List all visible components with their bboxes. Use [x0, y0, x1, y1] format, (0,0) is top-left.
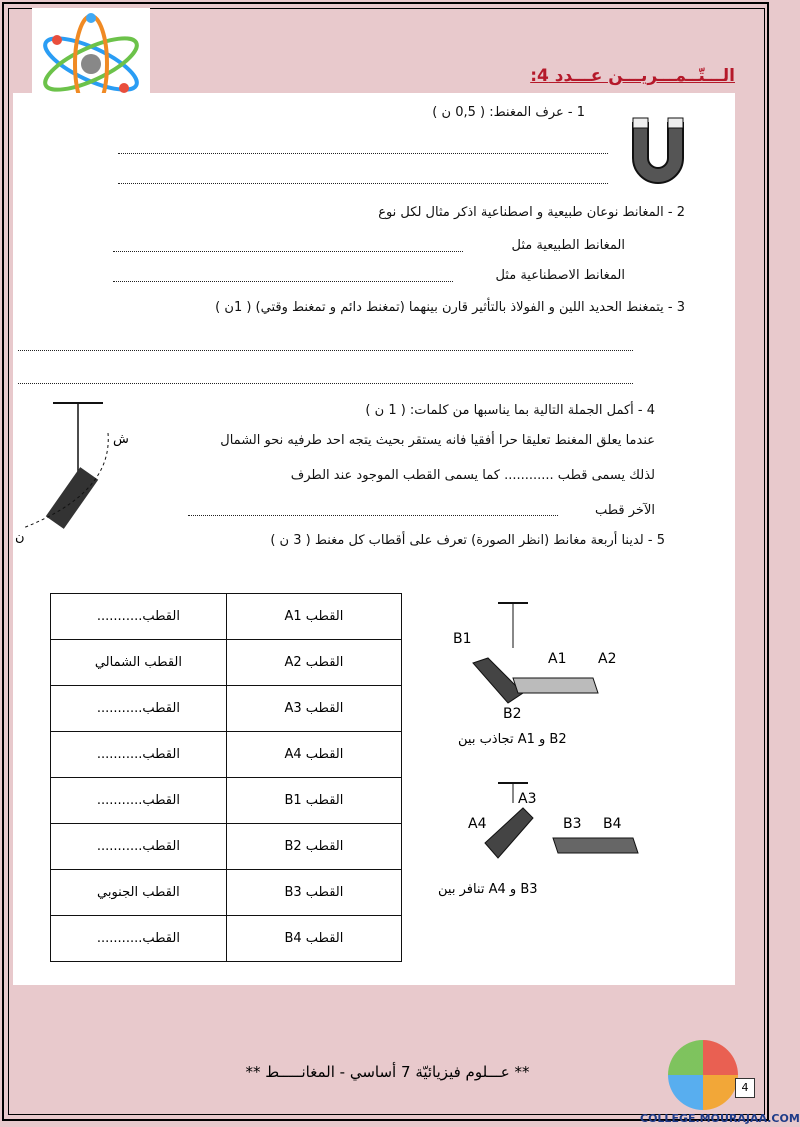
pole-cell: القطب B3: [226, 870, 401, 916]
question-3: 3 - يتمغنط الحديد اللين و الفولاذ بالتأثير قارن بينهما (تمغنط دائم و تمغنط وقتي) ( 1ن ): [215, 300, 685, 315]
south-label: ن: [15, 530, 25, 545]
pole-cell: القطب B1: [226, 778, 401, 824]
answer-line: [113, 251, 463, 252]
magnets-diagram: [413, 603, 653, 903]
question-4-line1: عندما يعلق المغنط تعليقا حرا أفقيا فانه يستقر بحيث يتجه احد طرفيه نحو الشمال: [220, 433, 655, 448]
answer-cell: القطب...........: [51, 686, 227, 732]
question-4: 4 - أكمل الجملة التالية بما يناسبها من كلمات: ( 1 ن ): [365, 403, 655, 418]
answer-line: [118, 153, 608, 154]
answer-line: [18, 383, 633, 384]
attract-label: تجاذب بين A1 و B2: [458, 732, 567, 747]
pole-cell: القطب B4: [226, 916, 401, 962]
question-1: 1 - عرف المغنط: ( 0,5 ن ): [432, 105, 585, 120]
pole-cell: القطب A1: [226, 594, 401, 640]
exercise-title: الـــتّــمـــريـــن عـــدد 4:: [530, 66, 735, 86]
svg-text:A2: A2: [598, 651, 617, 667]
answer-line: [188, 515, 558, 516]
table-row: [51, 778, 402, 824]
footer-text: ** عـــلوم فيزيائيّة 7 أساسي - المغانـــــط **: [245, 1063, 530, 1081]
answer-cell: القطب...........: [51, 778, 227, 824]
pole-cell: القطب B2: [226, 824, 401, 870]
svg-text:A1: A1: [548, 651, 567, 667]
horseshoe-magnet-image: [613, 113, 703, 203]
question-2a: المغانط الطبيعية مثل: [511, 238, 625, 253]
north-label: ش: [113, 432, 129, 447]
question-2: 2 - المغانط نوعان طبيعية و اصطناعية اذكر مثال لكل نوع: [378, 205, 685, 220]
pole-cell: القطب A2: [226, 640, 401, 686]
hanging-magnet-image: [13, 393, 133, 553]
svg-text:A3: A3: [518, 791, 537, 807]
answer-cell: القطب...........: [51, 916, 227, 962]
question-5: 5 - لدينا أربعة مغانط (انظر الصورة) تعرف على أقطاب كل مغنط ( 3 ن ): [270, 533, 665, 548]
table-row: [51, 594, 402, 640]
table-row: [51, 732, 402, 778]
answer-cell: القطب...........: [51, 824, 227, 870]
answer-cell: القطب...........: [51, 732, 227, 778]
table-row: [51, 824, 402, 870]
poles-table: [50, 593, 402, 962]
site-badge-logo: [668, 1040, 738, 1110]
table-row: [51, 870, 402, 916]
answer-line: [118, 183, 608, 184]
svg-text:B2: B2: [503, 706, 522, 722]
pole-cell: القطب A4: [226, 732, 401, 778]
table-row: [51, 916, 402, 962]
table-row: [51, 640, 402, 686]
answer-cell: القطب الشمالي: [51, 640, 227, 686]
repel-label: تنافر بين A4 و B3: [438, 882, 538, 897]
pole-cell: القطب A3: [226, 686, 401, 732]
answer-line: [113, 281, 453, 282]
table-row: [51, 686, 402, 732]
svg-text:B3: B3: [563, 816, 582, 832]
svg-text:A4: A4: [468, 816, 487, 832]
answer-cell: القطب الجنوبي: [51, 870, 227, 916]
svg-text:B4: B4: [603, 816, 622, 832]
site-url: COLLEGE.MOURAJAA.COM: [640, 1112, 800, 1125]
answer-line: [18, 350, 633, 351]
svg-text:B1: B1: [453, 631, 472, 647]
question-2b: المغانط الاصطناعية مثل: [495, 268, 625, 283]
page-number: 4: [735, 1078, 755, 1098]
question-4-line3: الآخر قطب: [594, 503, 655, 518]
answer-cell: القطب...........: [51, 594, 227, 640]
exercise-sheet: [13, 93, 735, 985]
question-4-line2: لذلك يسمى قطب ............ كما يسمى القطب الموجود عند الطرف: [290, 468, 655, 483]
